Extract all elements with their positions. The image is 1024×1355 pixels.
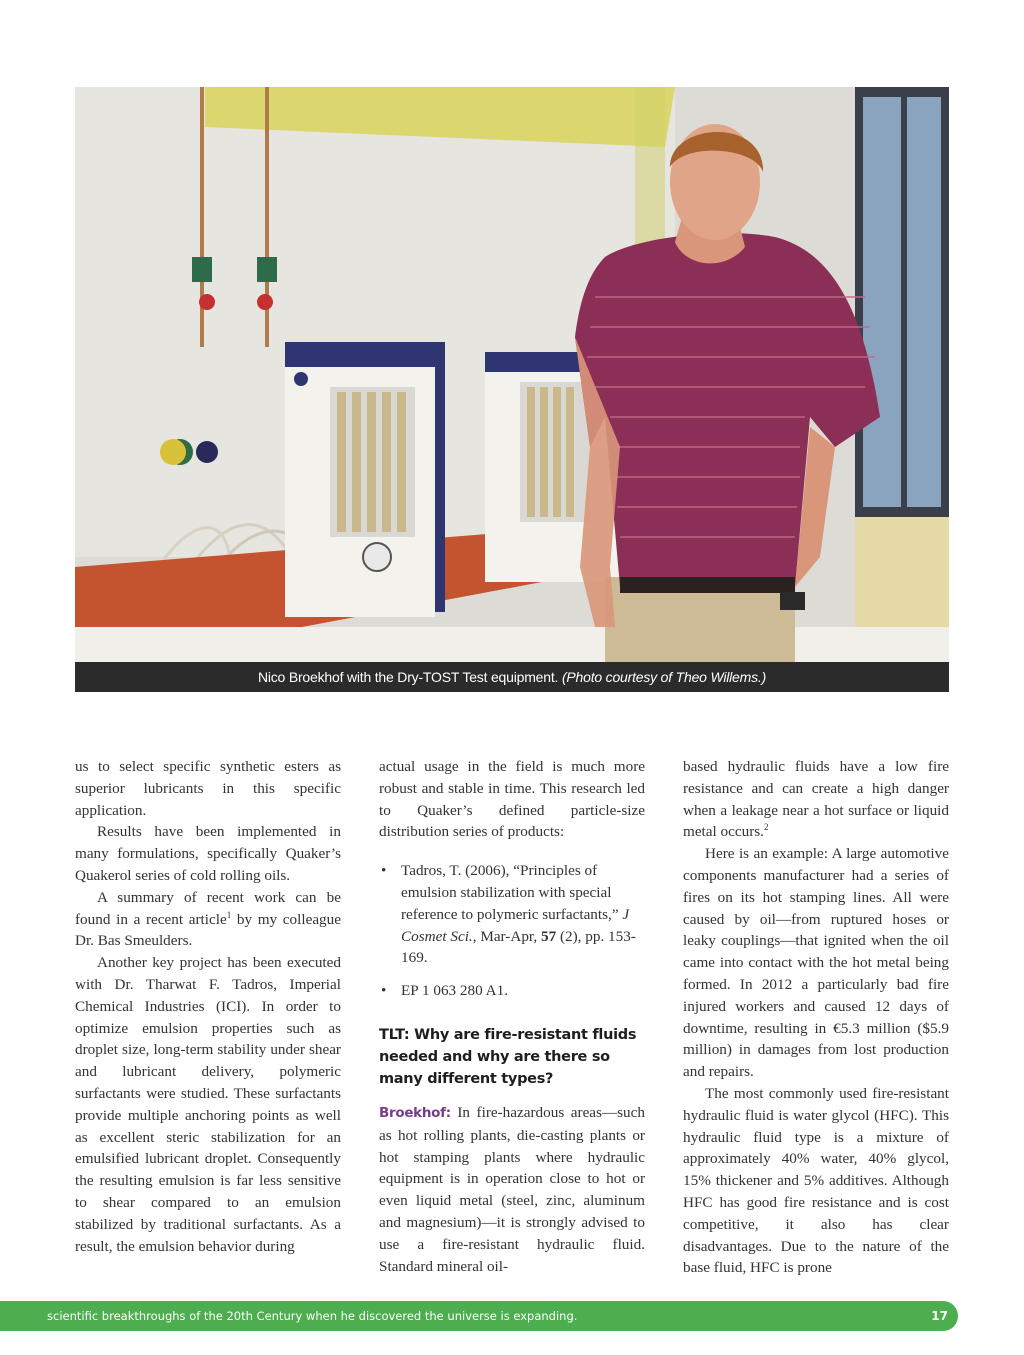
interview-answer [379,1102,645,1277]
footnote-ref: 2 [763,822,769,833]
journal-name: J Cosmet Sci. [401,905,630,945]
text-column-3 [683,756,949,1279]
lab-scene-illustration [75,87,949,662]
paragraph: Results have been implemented in many formulations, specifically Quaker’s Quakerol series of cold rolling oils. [75,823,341,884]
text-column-2 [379,756,645,1277]
speaker-label: Broekhof: [379,1104,451,1121]
caption-main: Nico Broekhof with the Dry-TOST Test equipment. [257,669,559,685]
ref-text: (2), pp. 153-169. [401,927,636,967]
article-photo [75,87,949,662]
photo-caption [75,662,949,692]
interview-question: TLT: Why are fire-resistant fluids needed and why are there so many different types? [379,1026,637,1087]
list-item [379,860,645,969]
ref-text: , Mar-Apr, [472,927,541,945]
page-footer [0,1301,958,1331]
list-item: • EP 1 063 280 A1. [379,980,645,1002]
paragraph [683,756,949,843]
paragraph: Here is an example: A large automotive components manufacturer had a series of fires on its hot stamping lines. All were caused by oil—from ruptured hoses or leaky couplings—that ignited when the oil came into contact with the hot metal being formed. In 2012 a particularly bad fire injured workers and caused 12 days of downtime, resulting in €5.3 million ($5.9 million) in damages from lost production and repairs. [683,845,949,1081]
paragraph-text: A summary of recent work can be found in a recent article [75,888,341,928]
paragraph: actual usage in the field is much more robust and stable in time. This research led to Quaker’s defined particle-size distribution series of products: [379,758,645,841]
footer-text: scientific breakthroughs of the 20th Century when he discovered the universe is expanding. [47,1309,578,1323]
answer-text: In fire-hazardous areas—such as hot rolling plants, die-casting plants or hot stamping plants where hydraulic equipment is in operation close to hot or even liquid metal (steel, zinc, aluminum and magnesium)—it is strongly advised to use a fire-resistant hydraulic fluid. Standard mineral oil- [379,1103,645,1275]
paragraph [75,887,341,952]
footnote-ref: 1 [226,909,232,920]
reference-list [379,860,645,1002]
paragraph-text: by my colleague Dr. Bas Smeulders. [75,910,341,950]
paragraph-text: based hydraulic fluids have a low fire resistance and can create a high danger when a leakage near a hot surface or liquid metal occurs. [683,758,949,841]
volume-number: 57 [540,927,557,945]
text-column-1 [75,756,341,1257]
page-number: 17 [931,1309,948,1323]
paragraph: The most commonly used fire-resistant hydraulic fluid is water glycol (HFC). This hydraulic fluid type is a mixture of approximately 40% water, 40% glycol, 15% thickener and 5% additives. Although HFC has good fire resistance and is cost competitive, it also has clear disadvantages. Due to the nature of the base fluid, HFC is prone [683,1084,949,1277]
paragraph: us to select specific synthetic esters as superior lubricants in this specific application. [75,758,341,819]
ref-text: Tadros, T. (2006), “Principles of emulsion stabilization with special reference to polymeric surfactants,” [401,862,623,923]
paragraph: Another key project has been executed with Dr. Tharwat F. Tadros, Imperial Chemical Industries (ICI). In order to optimize emulsion properties such as droplet size, long-term stability under shear and lubricant delivery, polymeric surfactants were studied. These surfactants provide multiple anchoring points as well as excellent steric stabilization for an emulsified lubricant droplet. Consequently the resulting emulsion is far less sensitive to shear compared to an emulsion stabilized by traditional surfactants. As a result, the emulsion behavior during [75,954,341,1255]
caption-credit: (Photo courtesy of Theo Willems.) [561,669,767,685]
